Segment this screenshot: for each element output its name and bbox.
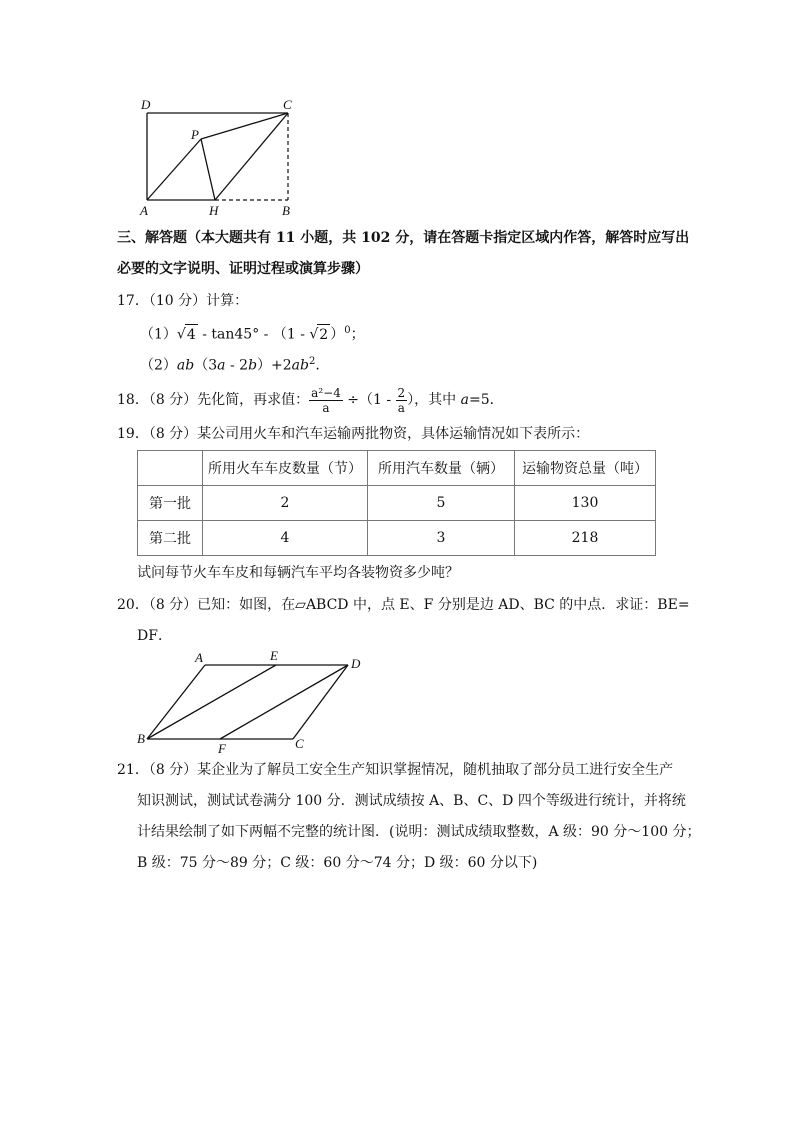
q19-table <box>137 450 656 556</box>
segment-ap <box>147 139 201 200</box>
label-f: F <box>218 741 226 755</box>
table-cell: 第二批 <box>138 521 203 556</box>
table-cell: 130 <box>515 486 656 521</box>
q21-line4: B 级：75 分～89 分；C 级：60 分～74 分；D 级：60 分以下) <box>137 855 538 871</box>
fraction-2: $\frac{2}{a}$ <box>397 385 406 415</box>
segment-ph <box>201 139 215 200</box>
table-header-cell <box>138 451 203 486</box>
figure-parallelogram <box>135 645 370 755</box>
label-h: H <box>209 203 219 218</box>
table-header-cell: 运输物资总量（吨） <box>515 451 656 486</box>
label-a: A <box>195 650 203 665</box>
section-3-heading-line1: 三、解答题（本大题共有 11 小题，共 102 分，请在答题卡指定区域内作答，解答时应写出 <box>117 230 690 246</box>
label-c: C <box>295 736 304 751</box>
table-cell: 2 <box>203 486 368 521</box>
label-p: P <box>191 127 199 142</box>
table-row <box>138 486 656 521</box>
segment-cd <box>293 665 348 739</box>
q21-line1: 21．（8 分）某企业为了解员工安全生产知识掌握情况，随机抽取了部分员工进行安全生产 <box>117 762 674 778</box>
label-e: E <box>270 648 278 663</box>
q21-line2: 知识测试，测试试卷满分 100 分．测试成绩按 A、B、C、D 四个等级进行统计，并将统 <box>137 793 686 809</box>
q20-line1: 20．（8 分）已知：如图，在▱ABCD 中，点 E、F 分别是边 AD、BC 的中点．求证：BE= <box>117 597 690 613</box>
label-b: B <box>137 731 145 746</box>
table-header-cell: 所用火车车皮数量（节） <box>203 451 368 486</box>
sqrt-sign-icon: √ <box>176 326 186 343</box>
label-d: D <box>141 97 151 112</box>
table-cell: 4 <box>203 521 368 556</box>
q17-part1: （1）√4 - tan45° - （1 - √2 ）$^0$； <box>140 325 365 343</box>
fraction-1: $\frac{\text{a²−4}}{a}$ <box>311 385 341 415</box>
q18-line: 18．（8 分）先化简，再求值： $\frac{\text{a²−4}}{a}$ ÷（1 - $\frac{2}{a}$ ），其中 a=5． <box>117 385 504 415</box>
table-header-row <box>138 451 656 486</box>
segment-pc <box>201 113 288 139</box>
sqrt-sign-icon: √ <box>309 326 319 343</box>
q19-question: 试问每节火车车皮和每辆汽车平均各装物资多少吨？ <box>137 565 459 581</box>
label-a: A <box>140 203 148 218</box>
label-d: D <box>351 656 361 671</box>
q17-heading: 17．（10 分）计算： <box>117 293 249 309</box>
q17-part2: $(2)ab(3a - 2b)+2ab^2$. <box>140 356 320 374</box>
q19-heading: 19．（8 分）某公司用火车和汽车运输两批物资，具体运输情况如下表所示： <box>117 426 590 442</box>
table-cell: 5 <box>368 486 515 521</box>
q21-line3: 计结果绘制了如下两幅不完整的统计图．(说明：测试成绩取整数，A 级：90 分～100 分； <box>137 824 701 840</box>
section-3-heading-line2: 必要的文字说明、证明过程或演算步骤） <box>117 261 369 277</box>
segment-ab <box>147 665 205 739</box>
table-cell: 3 <box>368 521 515 556</box>
table-cell: 218 <box>515 521 656 556</box>
segment-df <box>220 665 348 739</box>
table-cell: 第一批 <box>138 486 203 521</box>
label-b: B <box>282 203 290 218</box>
q20-line2: DF． <box>137 628 172 644</box>
segment-hc <box>215 113 288 200</box>
table-row <box>138 521 656 556</box>
table-header-cell: 所用汽车数量（辆） <box>368 451 515 486</box>
figure-rectangle <box>135 95 305 220</box>
segment-be <box>147 665 276 739</box>
label-c: C <box>283 97 292 112</box>
